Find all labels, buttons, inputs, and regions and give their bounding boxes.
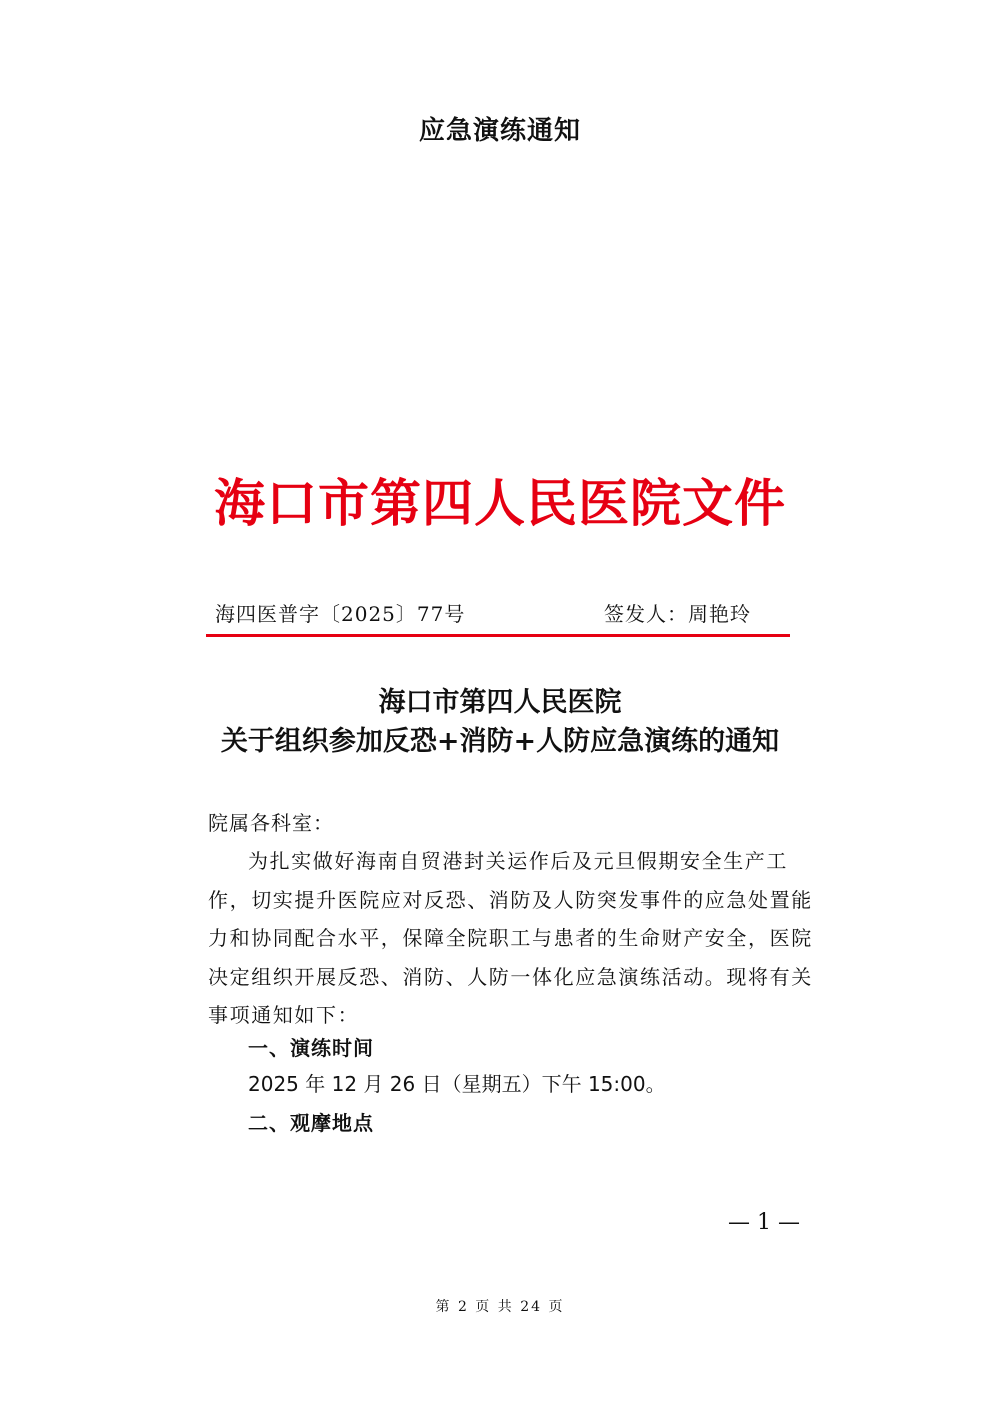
body-line: 力和协同配合水平，保障全院职工与患者的生命财产安全，医院 xyxy=(208,926,813,951)
page-number-mark: — 1 — xyxy=(728,1210,800,1235)
section-heading-time: 一、演练时间 xyxy=(248,1036,374,1060)
body-line: 为扎实做好海南自贸港封关运作后及元旦假期安全生产工 xyxy=(248,849,788,873)
page-top-title: 应急演练通知 xyxy=(418,116,581,146)
body-line: 决定组织开展反恐、消防、人防一体化应急演练活动。现将有关 xyxy=(208,964,813,989)
section-text-time: 2025 年 12 月 26 日（星期五）下午 15:00。 xyxy=(248,1072,666,1096)
notice-title-line-2: 关于组织参加反恐+消防+人防应急演练的通知 xyxy=(220,726,780,757)
body-paragraph xyxy=(208,842,813,1035)
salutation: 院属各科室： xyxy=(208,811,334,835)
red-divider-line xyxy=(206,634,790,637)
document-number: 海四医普字〔2025〕77号 xyxy=(215,602,466,626)
body-line: 事项通知如下： xyxy=(208,1003,360,1028)
page-footer: 第 2 页 共 24 页 xyxy=(435,1299,565,1315)
section-heading-location: 二、观摩地点 xyxy=(248,1111,374,1135)
issuer-label: 签发人：周艳玲 xyxy=(604,602,751,626)
body-line: 作，切实提升医院应对反恐、消防及人防突发事件的应急处置能 xyxy=(208,887,813,912)
red-document-header: 海口市第四人民医院文件 xyxy=(213,474,786,534)
notice-title-line-1: 海口市第四人民医院 xyxy=(378,687,622,718)
